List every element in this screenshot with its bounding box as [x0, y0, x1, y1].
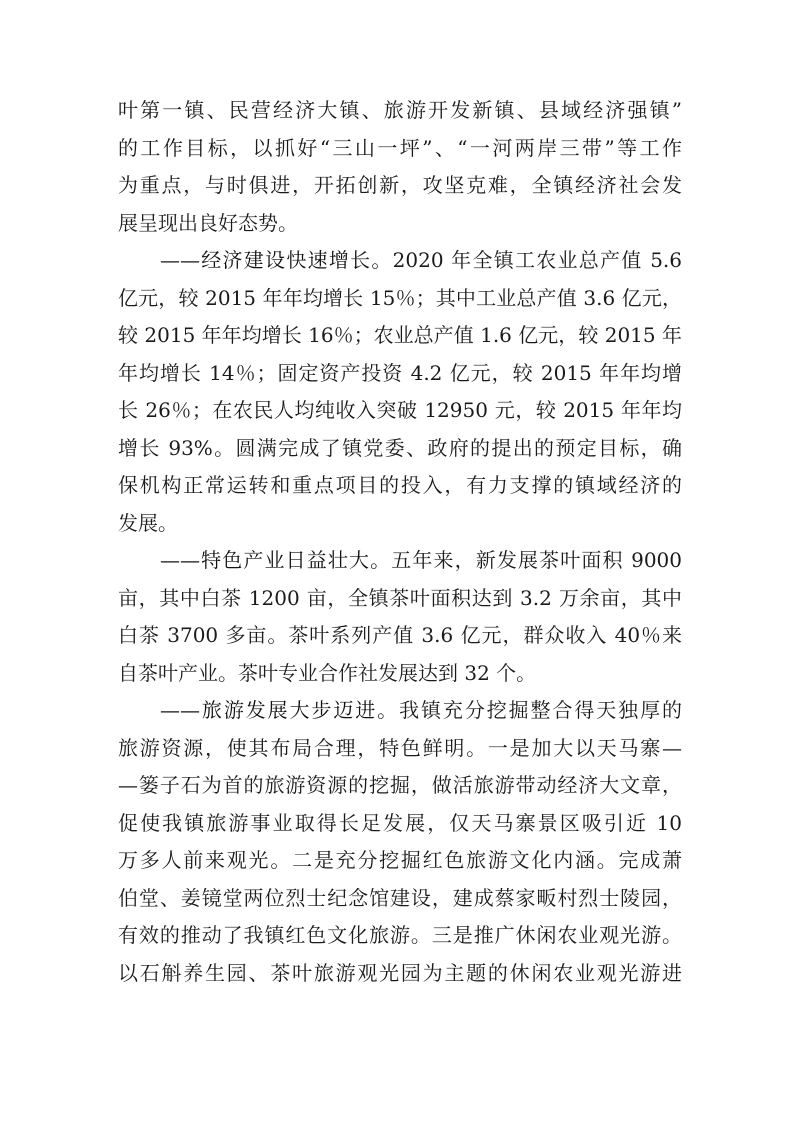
text-line: 年均增长 14％；固定资产投资 4.2 亿元，较 2015 年年均增 — [118, 360, 682, 385]
text-run: 2020 年全镇工农业总产值 5.6 — [392, 248, 682, 272]
paragraph-intro-continuation — [118, 92, 682, 242]
text-line: 长 26％；在农民人均纯收入突破 12950 元，较 2015 年年均 — [118, 398, 682, 422]
paragraph-economic-growth — [118, 242, 682, 542]
text-line: 亿元，较 2015 年年均增长 15％；其中工业总产值 3.6 亿元， — [118, 285, 682, 310]
text-line: 展呈现出良好态势。 — [118, 210, 298, 235]
text-line: 促使我镇旅游事业取得长足发展，仅天马寨景区吸引近 10 — [118, 810, 682, 835]
text-line: 保机构正常运转和重点项目的投入，有力支撑的镇域经济的 — [118, 473, 682, 497]
paragraph-specialty-industry — [118, 542, 682, 692]
text-line: 万多人前来观光。二是充分挖掘红色旅游文化内涵。完成萧 — [118, 848, 682, 872]
section-heading: ——特色产业日益壮大。 — [160, 548, 392, 572]
document-page — [118, 92, 682, 992]
text-line: 亩，其中白茶 1200 亩，全镇茶叶面积达到 3.2 万余亩，其中 — [118, 585, 682, 610]
text-line: 为重点，与时俱进，开拓创新，攻坚克难，全镇经济社会发 — [118, 173, 682, 197]
text-line — [118, 542, 682, 580]
text-line — [118, 242, 682, 280]
text-line: 白茶 3700 多亩。茶叶系列产值 3.6 亿元，群众收入 40％来 — [118, 623, 682, 647]
text-line: 旅游资源，使其布局合理，特色鲜明。一是加大以天马寨— — [118, 735, 682, 760]
text-line: 以石斛养生园、茶叶旅游观光园为主题的休闲农业观光游进 — [118, 960, 682, 985]
text-run: 我镇充分挖掘整合得天独厚的 — [399, 698, 683, 722]
text-line: 发展。 — [118, 510, 178, 535]
section-heading: ——经济建设快速增长。 — [160, 248, 393, 272]
text-line: 伯堂、姜镜堂两位烈士纪念馆建设，建成蔡家畈村烈士陵园， — [118, 885, 682, 910]
text-line: —篓子石为首的旅游资源的挖掘，做活旅游带动经济大文章， — [118, 773, 682, 797]
text-line: 的工作目标，以抓好“三山一坪”、“一河两岸三带”等工作 — [118, 135, 682, 160]
text-line: 自茶叶产业。茶叶专业合作社发展达到 32 个。 — [118, 660, 537, 685]
paragraph-tourism — [118, 692, 682, 992]
text-line: 叶第一镇、民营经济大镇、旅游开发新镇、县域经济强镇” — [118, 98, 682, 122]
text-line: 增长 93%。圆满完成了镇党委、政府的提出的预定目标，确 — [118, 435, 682, 460]
text-run: 五年来，新发展茶叶面积 9000 — [391, 548, 682, 572]
section-heading: ——旅游发展大步迈进。 — [160, 698, 400, 722]
text-line: 较 2015 年年均增长 16％；农业总产值 1.6 亿元，较 2015 年 — [118, 323, 682, 347]
text-line — [118, 692, 682, 730]
text-line: 有效的推动了我镇红色文化旅游。三是推广休闲农业观光游。 — [118, 923, 682, 947]
